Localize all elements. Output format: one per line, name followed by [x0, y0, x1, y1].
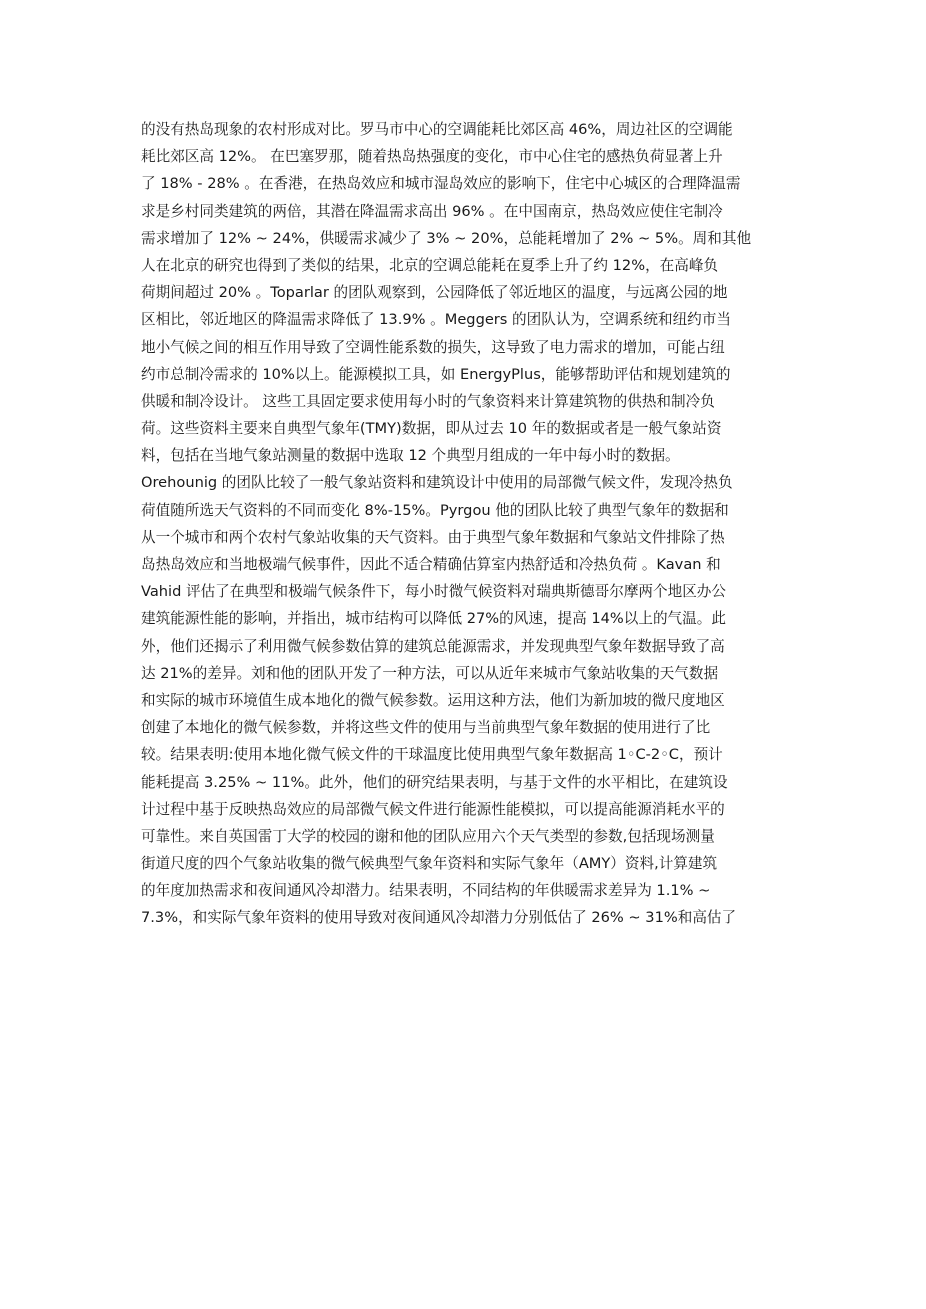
text-line: 约市总制冷需求的 10%以上。能源模拟工具，如 EnergyPlus，能够帮助评估和规划建筑的: [141, 365, 731, 383]
text-line: 地小气候之间的相互作用导致了空调性能系数的损失，这导致了电力需求的增加，可能占纽: [141, 338, 725, 356]
text-line: 的年度加热需求和夜间通风冷却潜力。结果表明，不同结构的年供暖需求差异为 1.1% ~: [141, 882, 711, 900]
text-line: 从一个城市和两个农村气象站收集的天气资料。由于典型气象年数据和气象站文件排除了热: [141, 528, 725, 546]
text-line: Vahid 评估了在典型和极端气候条件下，每小时微气候资料对瑞典斯德哥尔摩两个地区办公: [141, 583, 726, 601]
text-line: Orehounig 的团队比较了一般气象站资料和建筑设计中使用的局部微气候文件，发现冷热负: [141, 474, 733, 492]
text-line: 外，他们还揭示了利用微气候参数估算的建筑总能源需求，并发现典型气象年数据导致了高: [141, 637, 725, 655]
text-line: 需求增加了 12% ~ 24%，供暖需求减少了 3% ~ 20%，总能耗增加了 2% ~ 5%。周和其他: [141, 229, 752, 247]
text-line: 供暖和制冷设计。 这些工具固定要求使用每小时的气象资料来计算建筑物的供热和制冷负: [141, 392, 715, 410]
text-line: 7.3%，和实际气象年资料的使用导致对夜间通风冷却潜力分别低估了 26% ~ 31%和高估了: [141, 909, 737, 927]
text-line: 能耗提高 3.25% ~ 11%。此外，他们的研究结果表明，与基于文件的水平相比，在建筑设: [141, 773, 728, 791]
text-line: 达 21%的差异。刘和他的团队开发了一种方法，可以从近年来城市气象站收集的天气数据: [141, 664, 719, 682]
text-line: 街道尺度的四个气象站收集的微气候典型气象年资料和实际气象年（AMY）资料,计算建筑: [141, 855, 718, 873]
body-text: [141, 116, 789, 932]
text-line: 创建了本地化的微气候参数，并将这些文件的使用与当前典型气象年数据的使用进行了比: [141, 719, 711, 737]
text-line: 可靠性。来自英国雷丁大学的校园的谢和他的团队应用六个天气类型的参数,包括现场测量: [141, 827, 715, 845]
text-line: 建筑能源性能的影响，并指出，城市结构可以降低 27%的风速，提高 14%以上的气温。此: [141, 610, 726, 628]
text-line: 和实际的城市环境值生成本地化的微气候参数。运用这种方法，他们为新加坡的微尺度地区: [141, 691, 725, 709]
text-line: 区相比，邻近地区的降温需求降低了 13.9% 。Meggers 的团队认为，空调系统和纽约市当: [141, 311, 731, 329]
text-line: 荷。这些资料主要来自典型气象年(TMY)数据，即从过去 10 年的数据或者是一般气象站资: [141, 420, 722, 438]
text-line: 耗比郊区高 12%。 在巴塞罗那，随着热岛热强度的变化，市中心住宅的感热负荷显著上升: [141, 148, 723, 166]
text-line: 计过程中基于反映热岛效应的局部微气候文件进行能源性能模拟，可以提高能源消耗水平的: [141, 800, 725, 818]
text-line: 较。结果表明:使用本地化微气候文件的干球温度比使用典型气象年数据高 1◦C-2◦C，预计: [141, 746, 723, 764]
text-line: 岛热岛效应和当地极端气候事件，因此不适合精确估算室内热舒适和冷热负荷 。Kavan 和: [141, 556, 721, 573]
text-line: 荷期间超过 20% 。Toparlar 的团队观察到，公园降低了邻近地区的温度，与远离公园的地: [141, 284, 728, 302]
text-line: 求是乡村同类建筑的两倍，其潜在降温需求高出 96% 。在中国南京，热岛效应使住宅制冷: [141, 202, 723, 220]
text-line: 荷值随所选天气资料的不同而变化 8%-15%。Pyrgou 他的团队比较了典型气象年的数据和: [141, 501, 729, 519]
text-line: 了 18% - 28% 。在香港，在热岛效应和城市湿岛效应的影响下，住宅中心城区的合理降温需: [141, 175, 741, 193]
text-line: 料，包括在当地气象站测量的数据中选取 12 个典型月组成的一年中每小时的数据。: [141, 447, 680, 465]
text-line: 的没有热岛现象的农村形成对比。罗马市中心的空调能耗比郊区高 46%，周边社区的空调能: [141, 121, 733, 138]
text-line: 人在北京的研究也得到了类似的结果，北京的空调总能耗在夏季上升了约 12%，在高峰负: [141, 256, 719, 274]
